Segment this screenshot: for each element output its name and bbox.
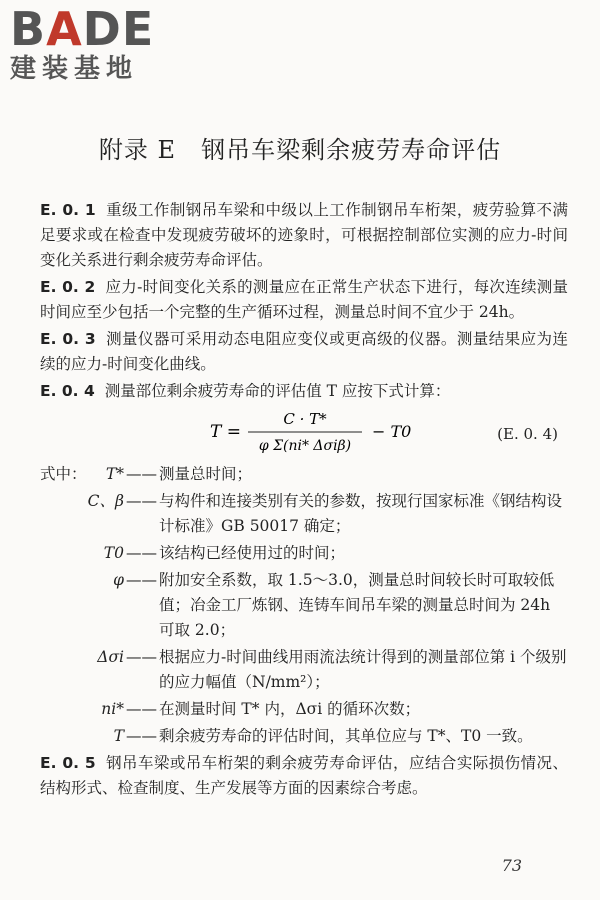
clause-e04 bbox=[40, 379, 568, 404]
definition-symbol: C、β bbox=[87, 492, 124, 510]
definition-item bbox=[40, 462, 568, 487]
document-body bbox=[40, 198, 568, 803]
dash: —— bbox=[126, 465, 157, 483]
clause-e05 bbox=[40, 751, 568, 801]
clause-text: 应力-时间变化关系的测量应在正常生产状态下进行，每次连续测量时间应至少包括一个完整的生产循环过程，测量总时间不宜少于 24h。 bbox=[40, 278, 568, 321]
clause-text: 测量部位剩余疲劳寿命的评估值 T 应按下式计算： bbox=[104, 382, 451, 400]
dash: —— bbox=[126, 648, 157, 666]
definition-item bbox=[40, 724, 568, 749]
dash: —— bbox=[126, 492, 157, 510]
dash: —— bbox=[126, 727, 157, 745]
definition-item bbox=[40, 568, 568, 643]
definition-text: 剩余疲劳寿命的评估时间，其单位应与 T*、T0 一致。 bbox=[159, 727, 533, 745]
clause-number: E. 0. 1 bbox=[40, 201, 96, 219]
brand-logo bbox=[10, 4, 180, 84]
symbol-definitions bbox=[40, 462, 568, 749]
definition-text: 在测量时间 T* 内，Δσi 的循环次数； bbox=[159, 700, 421, 718]
clause-e01 bbox=[40, 198, 568, 273]
dash: —— bbox=[126, 700, 157, 718]
formula-e04 bbox=[40, 408, 568, 456]
definition-item bbox=[40, 697, 568, 722]
equation-number: (E. 0. 4) bbox=[497, 425, 558, 443]
clause-text: 测量仪器可采用动态电阻应变仪或更高级的仪器。测量结果应为连续的应力-时间变化曲线。 bbox=[40, 330, 568, 373]
definition-text: 该结构已经使用过的时间； bbox=[159, 544, 346, 562]
logo-subtitle: 建装基地 bbox=[10, 54, 139, 84]
definition-item bbox=[40, 541, 568, 566]
appendix-title: 附录 E 钢吊车梁剩余疲劳寿命评估 bbox=[98, 136, 502, 164]
clause-number: E. 0. 5 bbox=[40, 754, 96, 772]
formula-numerator: C · T* bbox=[283, 410, 327, 428]
logo-wordmark: BADE bbox=[10, 2, 155, 56]
clause-text: 钢吊车梁或吊车桁架的剩余疲劳寿命评估，应结合实际损伤情况、结构形式、检查制度、生产发展等方面的因素综合考虑。 bbox=[40, 754, 568, 797]
clause-e02 bbox=[40, 275, 568, 325]
definition-symbol: Δσi bbox=[97, 648, 124, 666]
where-label: 式中： bbox=[40, 465, 87, 483]
formula-tail: − T0 bbox=[372, 422, 412, 441]
formula-svg bbox=[210, 408, 510, 456]
dash: —— bbox=[126, 544, 157, 562]
dash: —— bbox=[126, 571, 157, 589]
clause-e03 bbox=[40, 327, 568, 377]
definition-text: 与构件和连接类别有关的参数，按现行国家标准《钢结构设计标准》GB 50017 确定； bbox=[159, 492, 563, 535]
formula-lhs: T = bbox=[210, 422, 241, 442]
definition-symbol: T0 bbox=[103, 544, 124, 562]
definition-item bbox=[40, 645, 568, 695]
definition-symbol: φ bbox=[113, 571, 124, 589]
definition-symbol: T bbox=[113, 727, 124, 745]
definition-symbol: T* bbox=[105, 465, 124, 483]
clause-number: E. 0. 3 bbox=[40, 330, 96, 348]
clause-number: E. 0. 4 bbox=[40, 382, 95, 400]
formula-denominator: φ Σ(ni* Δσiβ) bbox=[258, 438, 352, 454]
definition-text: 根据应力-时间曲线用雨流法统计得到的测量部位第 i 个级别的应力幅值（N/mm²）； bbox=[159, 648, 567, 691]
definition-text: 测量总时间； bbox=[159, 465, 253, 483]
definition-text: 附加安全系数，取 1.5～3.0，测量总时间较长时可取较低值；冶金工厂炼钢、连铸车间吊车梁的测量总时间为 24h 可取 2.0； bbox=[159, 571, 555, 639]
clause-number: E. 0. 2 bbox=[40, 278, 96, 296]
page-number: 73 bbox=[501, 856, 522, 875]
clause-text: 重级工作制钢吊车梁和中级以上工作制钢吊车桁架，疲劳验算不满足要求或在检查中发现疲劳破坏的迹象时，可根据控制部位实测的应力-时间变化关系进行剩余疲劳寿命评估。 bbox=[40, 201, 568, 269]
definition-item bbox=[40, 489, 568, 539]
definition-symbol: ni* bbox=[101, 700, 124, 718]
